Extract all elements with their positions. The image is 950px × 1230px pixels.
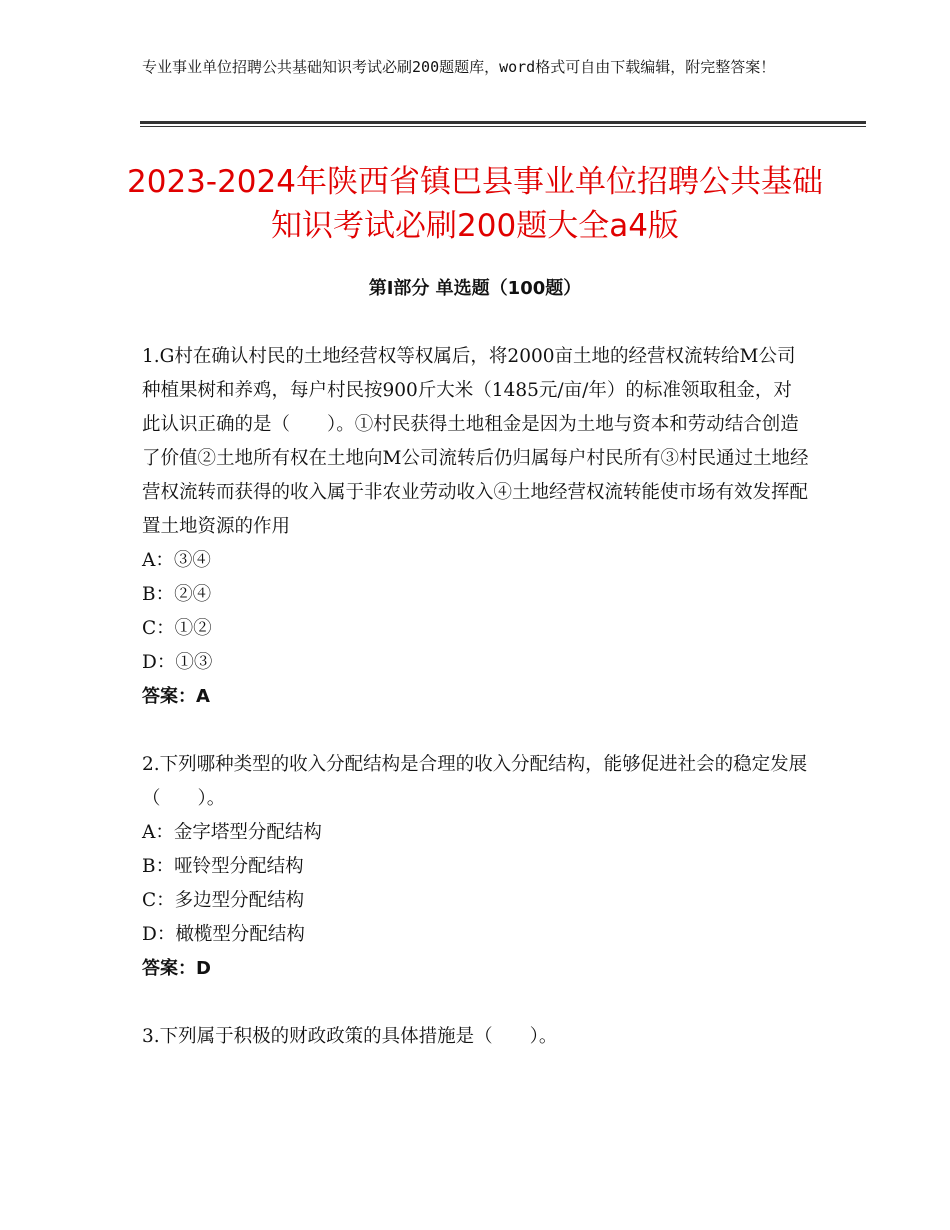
question-item [142,340,810,714]
question-option: C：多边型分配结构 [142,890,305,911]
header-divider-thin [140,126,866,127]
document-title: 2023-2024年陕西省镇巴县事业单位招聘公共基础知识考试必刷200题大全a4版 [127,164,823,244]
question-item [142,1020,810,1054]
header-note: 专业事业单位招聘公共基础知识考试必刷200题题库，word格式可自由下载编辑，附完整答案！ [142,58,776,76]
question-stem: 1.G村在确认村民的土地经营权等权属后，将2000亩土地的经营权流转给M公司种植果树和养鸡，每户村民按900斤大米（1485元/亩/年）的标准领取租金，对此认识正确的是（ ）。①村民获得土地租金是因为土地与资本和劳动结合创造了价值②土地所有权在土地向M公司流转后仍归属每户村民所有③村民通过土地经营权流转而获得的收入属于非农业劳动收入④土地经营权流转能使市场有效发挥配置土地资源的作用 [142,346,809,537]
question-option: D：橄榄型分配结构 [142,924,305,945]
question-option: C：①② [142,618,212,639]
question-stem: 3.下列属于积极的财政政策的具体措施是（ ）。 [142,1026,558,1047]
question-item [142,748,810,986]
question-answer: 答案：D [142,958,211,979]
question-stem: 2.下列哪种类型的收入分配结构是合理的收入分配结构，能够促进社会的稳定发展（ ）。 [142,754,808,809]
question-option: B：②④ [142,584,212,605]
question-answer: 答案：A [142,686,210,707]
question-option: D：①③ [142,652,213,673]
header-divider-thick [140,121,866,124]
question-option: A：③④ [142,550,211,571]
question-list [142,340,810,1088]
question-option: A：金字塔型分配结构 [142,822,322,843]
section-title: 第Ⅰ部分 单选题（100题） [368,278,582,299]
question-option: B：哑铃型分配结构 [142,856,304,877]
